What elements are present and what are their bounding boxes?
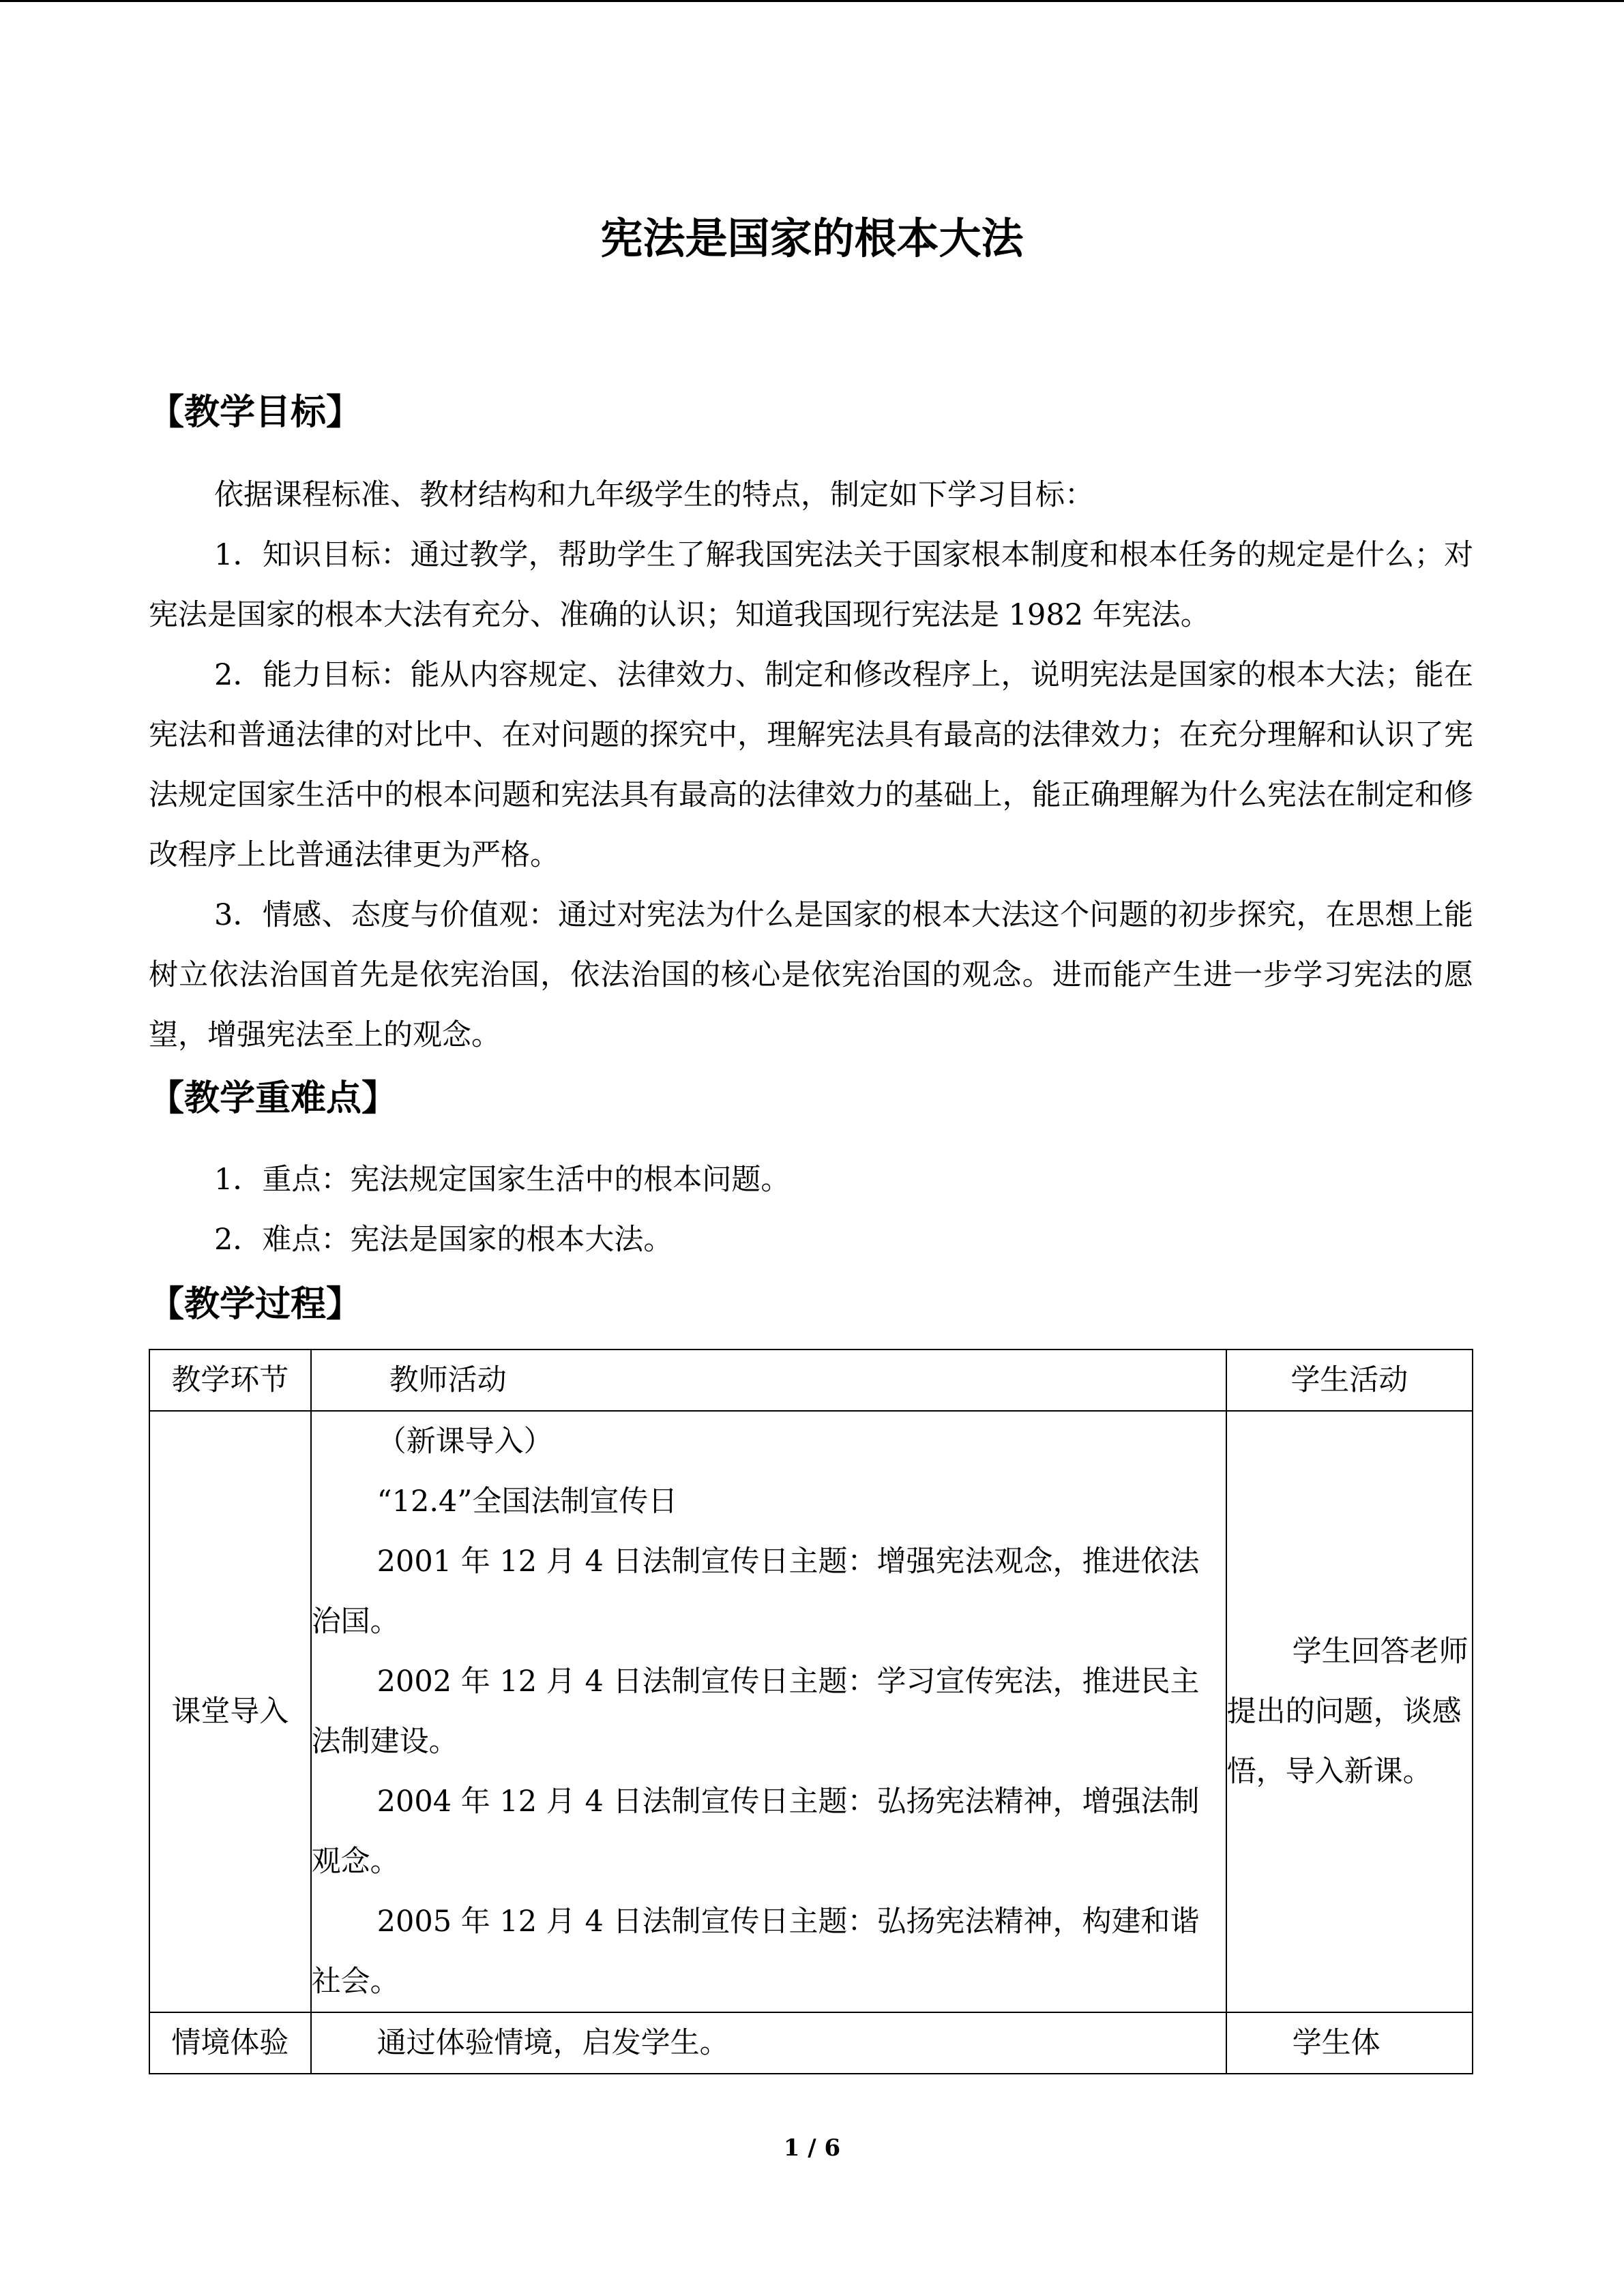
- teacher-line: （新课导入）: [377, 1425, 553, 1459]
- key-point-focus: 1．重点：宪法规定国家生活中的根本问题。: [214, 1163, 791, 1197]
- goal-values: 3．情感、态度与价值观：通过对宪法为什么是国家的根本大法这个问题的初步探究，在思想上能树立依法治国首先是依宪治国，依法治国的核心是依宪治国的观念。进而能产生进一步学习宪法的愿望，增强宪法至上的观念。: [149, 898, 1473, 1052]
- teacher-activity-cell: [311, 1411, 1226, 2012]
- student-activity-cell: 学生回答老师提出的问题，谈感悟，导入新课。: [1226, 1411, 1473, 2012]
- goal-knowledge: 1．知识目标：通过教学，帮助学生了解我国宪法关于国家根本制度和根本任务的规定是什么；对宪法是国家的根本大法有充分、准确的认识；知道我国现行宪法是 1982 年宪法。: [149, 538, 1473, 632]
- header-teacher: 教师活动: [311, 1350, 1226, 1411]
- teacher-line: “12.4”全国法制宣传日: [377, 1485, 678, 1519]
- goals-body: [149, 465, 1473, 1065]
- top-border-line: [0, 0, 1624, 2]
- teacher-activity-cell: [311, 2012, 1226, 2074]
- goal-ability: 2．能力目标：能从内容规定、法律效力、制定和修改程序上，说明宪法是国家的根本大法；能在宪法和普通法律的对比中、在对问题的探究中，理解宪法具有最高的法律效力；在充分理解和认识了宪法规定国家生活中的根本问题和宪法具有最高的法律效力的基础上，能正确理解为什么宪法在制定和修改程序上比普通法律更为严格。: [149, 658, 1473, 872]
- page-number: 1 / 6: [783, 2134, 841, 2162]
- section-heading-key-points: 【教学重难点】: [149, 1077, 398, 1119]
- student-activity-cell: 学生体: [1226, 2012, 1473, 2074]
- table-row: [149, 2012, 1473, 2074]
- document-title: 宪法是国家的根本大法: [600, 213, 1024, 263]
- stage-cell: 课堂导入: [149, 1411, 311, 2012]
- teacher-line: 2002 年 12 月 4 日法制宣传日主题：学习宣传宪法，推进民主法制建设。: [311, 1665, 1200, 1759]
- key-point-difficulty: 2．难点：宪法是国家的根本大法。: [214, 1223, 673, 1257]
- teacher-line: 2001 年 12 月 4 日法制宣传日主题：增强宪法观念，推进依法治国。: [311, 1545, 1200, 1639]
- teaching-process-table: [149, 1349, 1473, 2074]
- teacher-line: 通过体验情境，启发学生。: [377, 2026, 729, 2060]
- goals-intro: 依据课程标准、教材结构和九年级学生的特点，制定如下学习目标：: [214, 478, 1094, 512]
- teacher-line: 2004 年 12 月 4 日法制宣传日主题：弘扬宪法精神，增强法制观念。: [311, 1785, 1200, 1879]
- header-student: 学生活动: [1226, 1350, 1473, 1411]
- stage-cell: 情境体验: [149, 2012, 311, 2074]
- section-heading-process: 【教学过程】: [149, 1283, 362, 1325]
- section-heading-goals: 【教学目标】: [149, 391, 362, 433]
- teacher-line: 2005 年 12 月 4 日法制宣传日主题：弘扬宪法精神，构建和谐社会。: [311, 1905, 1200, 1999]
- table-row: [149, 1411, 1473, 2012]
- table-header-row: [149, 1350, 1473, 1411]
- header-stage: 教学环节: [149, 1350, 311, 1411]
- key-points-body: [149, 1150, 1473, 1270]
